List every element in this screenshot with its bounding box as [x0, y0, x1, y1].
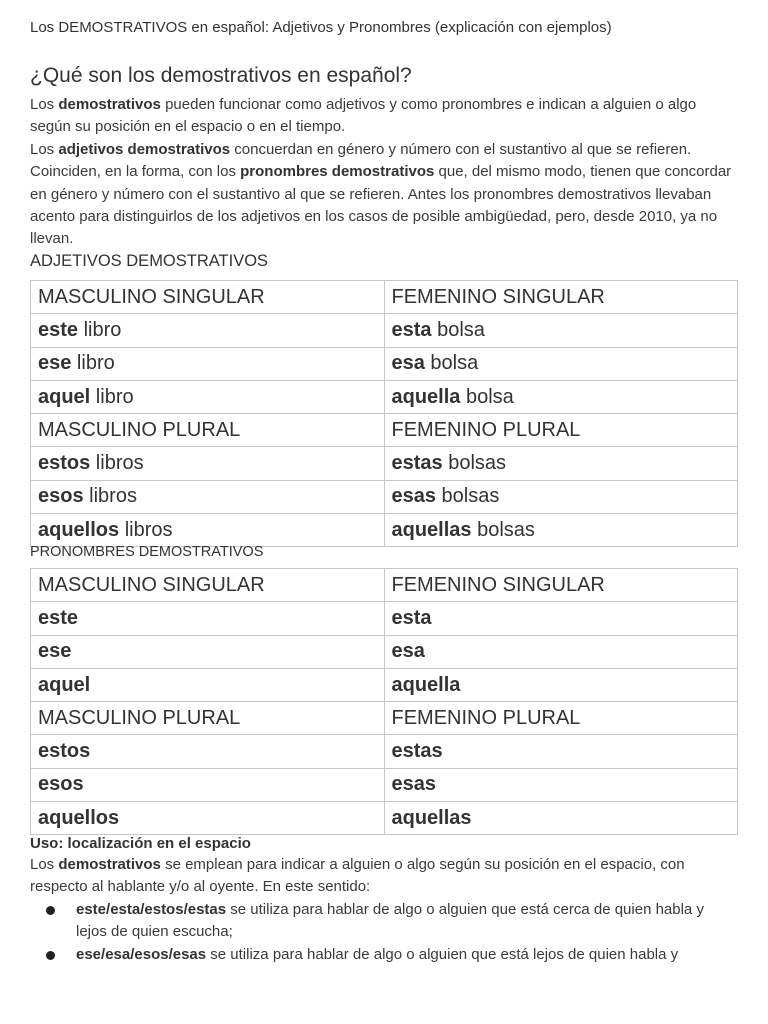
bold-text: esta [391, 606, 432, 629]
bold-text: aquella [391, 385, 461, 408]
bold-text: aquel [38, 385, 91, 408]
table-row [31, 602, 738, 635]
table-cell [384, 380, 738, 413]
adjectives-table [30, 280, 738, 547]
table-header-cell [384, 702, 738, 735]
table-cell [31, 635, 385, 668]
intro-paragraph-1 [30, 94, 738, 139]
text-run: libro [90, 385, 134, 408]
table-cell [384, 514, 738, 547]
table-row [31, 380, 738, 413]
usage-bullet-text [76, 946, 678, 963]
bold-text: demostrativos [58, 96, 161, 113]
bold-text: aquellos [38, 518, 120, 541]
text-run: FEMENINO PLURAL [391, 706, 581, 729]
bold-text: aquella [391, 673, 461, 696]
bold-text: adjetivos demostrativos [58, 141, 231, 158]
text-run: Los [30, 856, 59, 873]
table-header-cell [31, 702, 385, 735]
table-row [31, 802, 738, 835]
bold-text: estas [391, 452, 443, 475]
bold-text: estos [38, 452, 91, 475]
bold-text: aquellos [38, 806, 120, 829]
table-cell [31, 602, 385, 635]
bold-text: aquellas [391, 806, 472, 829]
usage-paragraph [30, 854, 738, 899]
table-row [31, 480, 738, 513]
bold-text: esta [391, 318, 432, 341]
table-row [31, 314, 738, 347]
text-run: libro [71, 352, 115, 375]
bold-text: pronombres demostrativos [240, 163, 435, 181]
document-title: Los DEMOSTRATIVOS en español: Adjetivos y Pronombres (explicación con ejemplos) [30, 19, 612, 36]
bold-text: este [38, 318, 79, 341]
bold-text: esas [391, 485, 436, 508]
table-header-cell [384, 414, 738, 447]
text-run: se emplean para indicar a alguien o algo según su posición en el espacio, con respecto al hablante y/o al oyente. En este sentido: [30, 856, 685, 896]
table-header-cell [31, 414, 385, 447]
bold-text: aquel [38, 673, 91, 696]
table-row [31, 668, 738, 701]
table-row [31, 514, 738, 547]
adjectives-label: ADJETIVOS DEMOSTRATIVOS [30, 252, 269, 270]
text-run: bolsa [460, 385, 514, 408]
text-run: pueden funcionar como adjetivos y como pronombres e indican a alguien o algo según su posición en el espacio o en el tiempo. [30, 96, 697, 136]
text-run: libros [83, 485, 137, 508]
text-run: libros [90, 452, 144, 475]
text-run: bolsas [442, 452, 507, 475]
text-run: bolsas [436, 485, 500, 508]
pronouns-label: PRONOMBRES DEMOSTRATIVOS [30, 544, 264, 560]
text-run: libros [119, 518, 173, 541]
table-cell [31, 447, 385, 480]
table-row [31, 735, 738, 768]
table-cell [31, 480, 385, 513]
bullet-dot-icon [46, 906, 55, 915]
text-run: MASCULINO SINGULAR [38, 573, 265, 596]
text-run: FEMENINO SINGULAR [391, 285, 605, 308]
table-cell [31, 735, 385, 768]
text-run: Los [30, 141, 59, 158]
pronouns-table [30, 568, 738, 835]
bold-text: esa [391, 352, 425, 375]
bold-text: ese [38, 640, 72, 663]
table-row [31, 347, 738, 380]
bold-text: este [38, 606, 79, 629]
table-header-row [31, 702, 738, 735]
bold-text: esos [38, 485, 84, 508]
bold-text: este/esta/estos/estas [76, 901, 227, 918]
table-cell [31, 802, 385, 835]
bold-text: demostrativos [58, 856, 161, 873]
bullet-dot-icon [46, 951, 55, 960]
bold-text: esos [38, 773, 84, 796]
text-run: que, del mismo modo, tienen que concordar en género y número con el sustantivo al que se refieren. Antes los pronombres demostrativos llevaban acento para distinguirlos de los adjetivos en los casos de posible ambigüedad, pero, desde 2010, ya no llevan. [30, 163, 732, 248]
bold-text: aquellas [391, 518, 472, 541]
table-header-row [31, 281, 738, 314]
table-cell [384, 447, 738, 480]
table-header-row [31, 414, 738, 447]
text-run: bolsas [471, 518, 535, 541]
text-run: se utiliza para hablar de algo o alguien que está cerca de quien habla y lejos de quien escucha; [76, 901, 704, 941]
table-cell [384, 802, 738, 835]
text-run: MASCULINO PLURAL [38, 706, 241, 729]
table-cell [384, 347, 738, 380]
text-run: FEMENINO SINGULAR [391, 573, 605, 596]
table-cell [31, 768, 385, 801]
table-cell [384, 480, 738, 513]
section-heading: ¿Qué son los demostrativos en español? [30, 64, 412, 87]
intro-paragraph-2 [30, 139, 738, 250]
table-cell [384, 314, 738, 347]
text-run: libro [78, 318, 122, 341]
table-header-row [31, 569, 738, 602]
usage-heading: Uso: localización en el espacio [30, 835, 251, 852]
table-cell [384, 635, 738, 668]
table-cell [31, 514, 385, 547]
usage-bullet-item [30, 899, 738, 944]
bold-text: estos [38, 740, 91, 763]
table-cell [31, 380, 385, 413]
table-cell [384, 768, 738, 801]
table-row [31, 635, 738, 668]
table-cell [31, 347, 385, 380]
text-run: concuerdan en género y número con el sustantivo al que se refieren. Coinciden, en la forma, con los [30, 141, 692, 181]
table-row [31, 447, 738, 480]
text-run: FEMENINO PLURAL [391, 418, 581, 441]
text-run: bolsa [424, 352, 479, 375]
table-cell [384, 735, 738, 768]
bold-text: ese [38, 352, 72, 375]
usage-bullet-text [76, 901, 704, 940]
bold-text: esa [391, 640, 425, 663]
table-header-cell [384, 281, 738, 314]
table-header-cell [31, 569, 385, 602]
table-cell [384, 668, 738, 701]
table-cell [384, 602, 738, 635]
usage-bullet-list [30, 899, 738, 966]
text-run: se utiliza para hablar de algo o alguien que está lejos de quien habla y [206, 945, 679, 963]
table-row [31, 768, 738, 801]
table-cell [31, 668, 385, 701]
table-header-cell [31, 281, 385, 314]
bold-text: esas [391, 773, 436, 796]
text-run: Los [30, 96, 59, 113]
table-cell [31, 314, 385, 347]
text-run: MASCULINO PLURAL [38, 418, 241, 441]
text-run: bolsa [431, 318, 485, 341]
bold-text: estas [391, 740, 443, 763]
table-header-cell [384, 569, 738, 602]
text-run: MASCULINO SINGULAR [38, 285, 265, 308]
bold-text: ese/esa/esos/esas [76, 945, 207, 963]
usage-bullet-item [30, 944, 738, 966]
